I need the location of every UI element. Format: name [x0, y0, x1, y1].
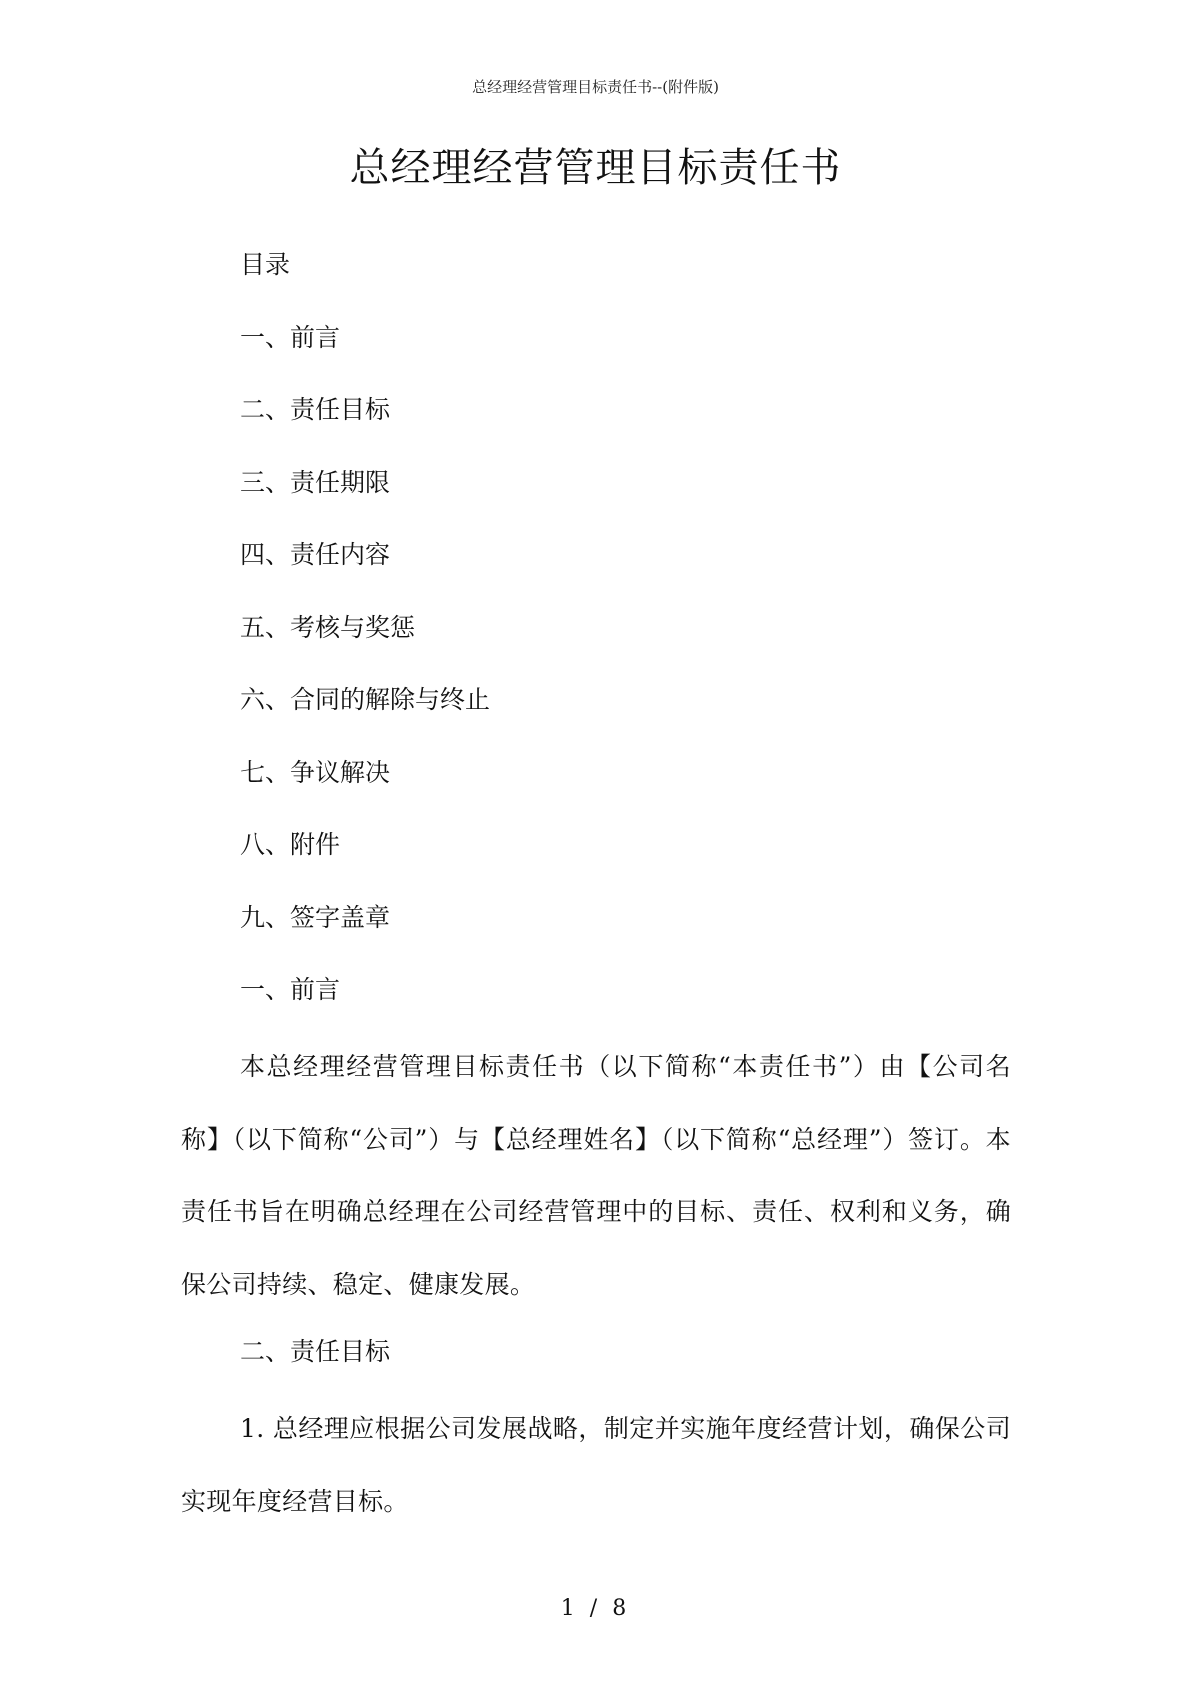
page-number: 1 / 8	[560, 1596, 631, 1621]
toc-item: 九、签字盖章	[240, 902, 391, 932]
document-title: 总经理经营管理目标责任书	[349, 145, 842, 191]
toc-item: 六、合同的解除与终止	[240, 685, 491, 714]
toc-item: 三、责任期限	[240, 467, 391, 497]
section-heading-goals: 二、责任目标	[240, 1337, 391, 1366]
goals-section	[181, 1393, 1011, 1538]
goal-paragraph: 1. 总经理应根据公司发展战略，制定并实施年度经营计划，确保公司实现年度经营目标。	[181, 1414, 1011, 1516]
toc-item: 二、责任目标	[240, 395, 391, 424]
preface-section	[181, 1031, 1011, 1321]
section-heading-preface: 一、前言	[240, 975, 341, 1004]
toc-item: 一、前言	[240, 322, 341, 352]
table-of-contents	[240, 250, 490, 975]
toc-item: 四、责任内容	[240, 540, 391, 569]
toc-item: 八、附件	[240, 830, 341, 859]
toc-item: 五、考核与奖惩	[240, 612, 416, 642]
toc-item: 七、争议解决	[240, 757, 391, 787]
toc-heading: 目录	[240, 250, 291, 279]
running-header: 总经理经营管理目标责任书--(附件版)	[472, 78, 719, 96]
preface-paragraph: 本总经理经营管理目标责任书（以下简称“本责任书”）由【公司名称】（以下简称“公司”）与【总经理姓名】（以下简称“总经理”）签订。本责任书旨在明确总经理在公司经营管理中的目标、责任、权利和义务，确保公司持续、稳定、健康发展。	[181, 1052, 1011, 1299]
